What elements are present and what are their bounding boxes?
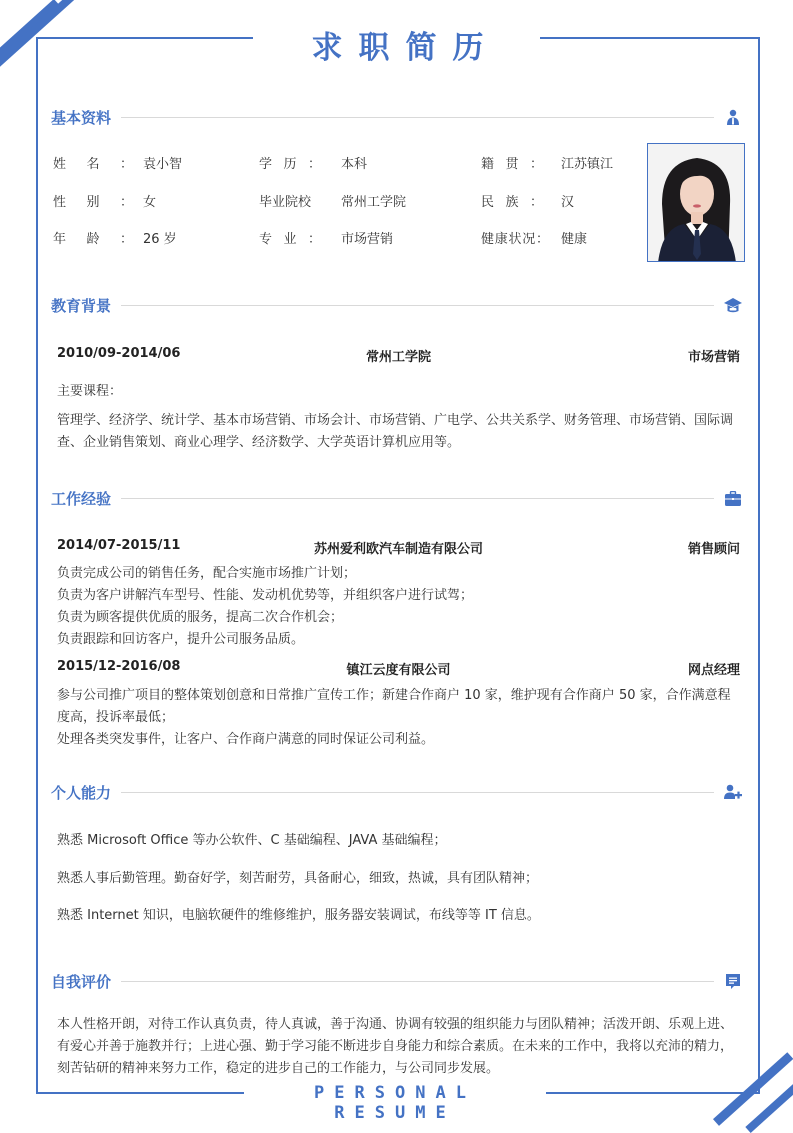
work-period: 2014/07-2015/11 — [57, 538, 181, 553]
section-title: 自我评价 — [51, 972, 112, 991]
info-ethnicity: 民族： 汉 — [481, 195, 575, 210]
skill-item: 熟悉 Microsoft Office 等办公软件、C 基础编程、JAVA 基础编程； — [57, 833, 447, 848]
user-tie-icon — [724, 108, 742, 126]
work-position: 销售顾问 — [687, 542, 740, 557]
profile-photo — [647, 143, 745, 262]
divider — [121, 792, 714, 793]
info-hometown: 籍贯： 江苏镇江 — [481, 157, 614, 172]
info-major: 专业： 市场营销 — [259, 232, 394, 247]
info-gender: 性别： 女 — [53, 195, 157, 210]
work-row-1 — [57, 538, 740, 557]
page-title: 求职简历 — [311, 30, 500, 66]
section-title: 基本资料 — [51, 108, 112, 127]
info-age: 年龄： 26 岁 — [53, 232, 177, 247]
section-header-education — [51, 293, 742, 317]
skill-item: 熟悉人事后勤管理。勤奋好学，刻苦耐劳，具备耐心，细致，热诚，具有团队精神； — [57, 871, 539, 886]
frame-left — [36, 37, 38, 1094]
divider — [121, 305, 714, 306]
section-header-work — [51, 486, 742, 510]
section-header-skills — [51, 780, 742, 804]
frame-top-right — [540, 37, 760, 39]
education-row — [57, 346, 740, 365]
info-health: 健康状况： 健康 — [481, 232, 588, 247]
education-period: 2010/09-2014/06 — [57, 346, 181, 361]
frame-right — [758, 37, 760, 1094]
duty-item: 负责跟踪和回访客户，提升公司服务品质。 — [57, 632, 305, 647]
duty-item: 负责完成公司的销售任务，配合实施市场推广计划； — [57, 566, 357, 581]
work-period: 2015/12-2016/08 — [57, 659, 181, 674]
work-row-2 — [57, 659, 740, 678]
work-2-duties — [57, 685, 743, 751]
info-school: 毕业院校 常州工学院 — [259, 195, 407, 210]
comment-icon — [724, 972, 742, 990]
work-company: 苏州爱利欧汽车制造有限公司 — [313, 542, 483, 557]
frame-bottom-left — [37, 1092, 244, 1094]
work-company: 镇江云度有限公司 — [346, 663, 451, 678]
courses-label: 主要课程： — [57, 384, 123, 399]
courses-text: 管理学、经济学、统计学、基本市场营销、市场会计、市场营销、广电学、公共关系学、财务管理、市场营销、国际调查、企业销售策划、商业心理学、经济数学、大学英语计算机应用等。 — [57, 413, 734, 450]
education-school: 常州工学院 — [365, 350, 431, 365]
duty-item: 参与公司推广项目的整体策划创意和日常推广宣传工作；新建合作商户 10 家，维护现有合作商户 50 家，合作满意程度高，投诉率最低； — [57, 688, 731, 725]
education-major: 市场营销 — [687, 350, 740, 365]
self-evaluation-text: 本人性格开朗，对待工作认真负责，待人真诚，善于沟通、协调有较强的组织能力与团队精神；活泼开朗、乐观上进、有爱心并善于施教并行；上进心强、勤于学习能不断进步自身能力和综合素质。在未来的工作中，我将以充沛的精力，刻苦钻研的精神来努力工作，稳定的进步自己的工作能力，与公司同步发展。 — [57, 1017, 734, 1076]
section-header-basic — [51, 105, 742, 129]
section-header-self — [51, 969, 742, 993]
frame-bottom-right — [546, 1092, 760, 1094]
duty-item: 负责为客户讲解汽车型号、性能、发动机优势等，并组织客户进行试驾； — [57, 588, 474, 603]
section-title: 教育背景 — [51, 296, 112, 315]
skill-item: 熟悉 Internet 知识，电脑软硬件的维修维护，服务器安装调试，布线等等 IT 信息。 — [57, 908, 540, 923]
section-title: 个人能力 — [51, 783, 112, 802]
duty-item: 负责为顾客提供优质的服务，提高二次合作机会； — [57, 610, 344, 625]
graduation-cap-icon — [724, 296, 742, 314]
frame-top-left — [37, 37, 253, 39]
user-plus-icon — [724, 783, 742, 801]
footer-caption: PERSONAL RESUME — [314, 1083, 476, 1123]
divider — [121, 498, 714, 499]
work-1-duties — [57, 563, 743, 651]
info-degree: 学历： 本科 — [259, 157, 368, 172]
work-position: 网点经理 — [687, 663, 740, 678]
section-title: 工作经验 — [51, 489, 112, 508]
briefcase-icon — [724, 489, 742, 507]
divider — [121, 981, 714, 982]
duty-item: 处理各类突发事件，让客户、合作商户满意的同时保证公司利益。 — [57, 732, 435, 747]
info-name: 姓名： 袁小智 — [53, 157, 183, 172]
divider — [121, 117, 714, 118]
